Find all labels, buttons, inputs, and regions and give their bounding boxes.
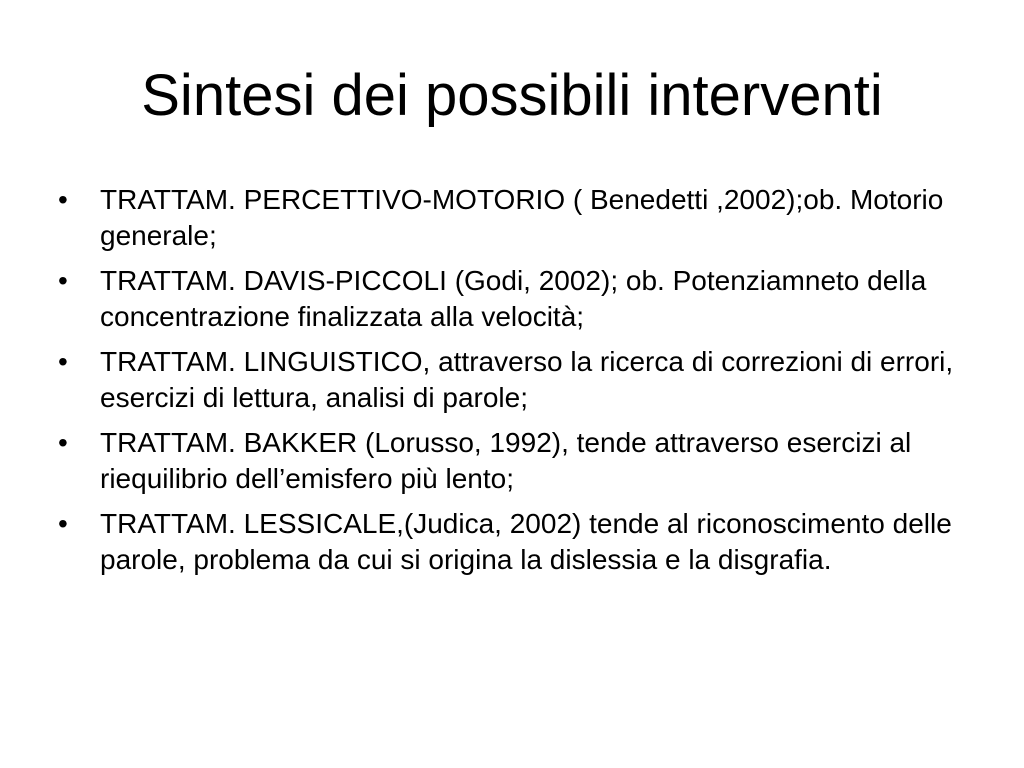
bullet-text: TRATTAM. LINGUISTICO, attraverso la ricerca di correzioni di errori, esercizi di lettura, analisi di parole; xyxy=(100,346,954,413)
bullet-text: TRATTAM. LESSICALE,(Judica, 2002) tende al riconoscimento delle parole, problema da cui si origina la dislessia e la disgrafia. xyxy=(100,508,952,575)
bullet-item-lessicale xyxy=(58,506,973,578)
bullet-icon: • xyxy=(58,265,68,296)
bullet-icon: • xyxy=(58,427,68,458)
bullet-item-linguistico xyxy=(58,344,973,416)
bullet-icon: • xyxy=(58,346,68,377)
bullet-list xyxy=(58,182,973,587)
slide-title: Sintesi dei possibili interventi xyxy=(141,63,883,128)
bullet-item-percettivo-motorio xyxy=(58,182,973,254)
bullet-text: TRATTAM. PERCETTIVO-MOTORIO ( Benedetti ,2002);ob. Motorio generale; xyxy=(100,184,944,251)
bullet-text: TRATTAM. DAVIS-PICCOLI (Godi, 2002); ob. Potenziamneto della concentrazione finalizzata alla velocità; xyxy=(100,265,927,332)
bullet-text: TRATTAM. BAKKER (Lorusso, 1992), tende attraverso esercizi al riequilibrio dell’emisfero più lento; xyxy=(100,427,912,494)
bullet-item-bakker xyxy=(58,425,973,497)
bullet-icon: • xyxy=(58,508,68,539)
bullet-icon: • xyxy=(58,184,68,215)
bullet-item-davis-piccoli xyxy=(58,263,973,335)
